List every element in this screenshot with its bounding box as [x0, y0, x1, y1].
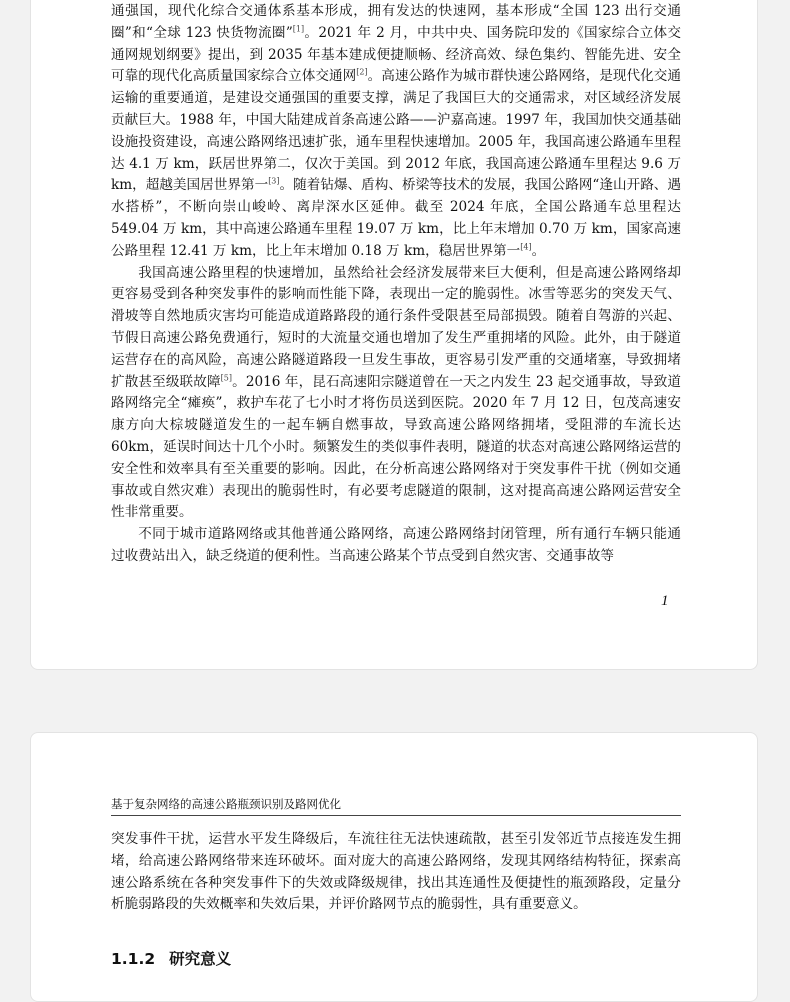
running-header: 基于复杂网络的高速公路瓶颈识别及路网优化: [111, 796, 681, 816]
page-1-body: [111, 1, 681, 568]
paragraph: [111, 829, 681, 916]
text-run: 突发事件干扰，运营水平发生降级后，车流往往无法快速疏散，甚至引发邻近节点接连发生拥堵，给高速公路网络带来连环破坏。面对庞大的高速公路网络，发现其网络结构特征，探索高速公路系统在各种突发事件下的失效或降级规律，找出其连通性及便捷性的瓶颈路段，定量分析脆弱路段的失效概率和失效后果，并评价路网节点的脆弱性，具有重要意义。: [111, 831, 681, 913]
text-run: 。随着钻爆、盾构、桥梁等技术的发展，我国公路网“逢山开路、遇水搭桥”，不断向崇山峻岭、离岸深水区延伸。截至 2024 年底，全国公路通车总里程达 549.04 万 km，其中高速公路通车里程 19.07 万 km，比上年末增加 0.70 万 km，国家高速公路里程 12.41 万 km，比上年末增加 0.18 万 km，稳居世界第一: [111, 177, 681, 259]
paragraph: [111, 524, 681, 568]
section-title: 研究意义: [169, 950, 232, 968]
text-run: 通强国，现代化综合交通体系基本形成，拥有发达的快速网，基本形成“全国 123 出行交通圈”和“全球 123 快货物流圈”: [111, 3, 681, 41]
text-run: 。高速公路作为城市群快速公路网络，是现代化交通运输的重要通道，是建设交通强国的重要支撑，满足了我国巨大的交通需求，对区域经济发展贡献巨大。1988 年，中国大陆建成首条高速公路——沪嘉高速。1997 年，我国加快交通基础设施投资建设，高速公路网络迅速扩张，通车里程快速增加。2005 年，我国高速公路通车里程达 4.1 万 km，跃居世界第二，仅次于美国。到 2012 年底，我国高速公路通车里程达 9.6 万 km，超越美国居世界第一: [111, 68, 682, 194]
citation-ref: [5]: [220, 373, 233, 383]
section-number: 1.1.2: [111, 950, 156, 968]
paragraph: [111, 263, 681, 525]
cropped-text-line: [111, 984, 681, 998]
page-2-body: [111, 829, 681, 916]
document-page-2: [30, 732, 758, 1002]
paragraph: [111, 1, 681, 263]
text-run: 。2016 年，昆石高速阳宗隧道曾在一天之内发生 23 起交通事故，导致道路网络完全“瘫痪”，救护车花了七小时才将伤员送到医院。2020 年 7 月 12 日，包茂高速安康方向大棕坡隧道发生的一起车辆自燃事故，导致高速公路网络拥堵，受阻滞的车流长达 60km，延误时间达十几个小时。频繁发生的类似事件表明，隧道的状态对高速公路网络运营的安全性和效率具有至关重要的影响。因此，在分析高速公路网络对于突发事件干扰（例如交通事故或自然灾难）表现出的脆弱性时，有必要考虑隧道的限制，这对提高高速公路网运营安全性非常重要。: [111, 373, 682, 521]
section-heading: [111, 947, 231, 969]
text-run: 我国高速公路里程的快速增加，虽然给社会经济发展带来巨大便利，但是高速公路网络却更容易受到各种突发事件的影响而性能下降，表现出一定的脆弱性。冰雪等恶劣的突发天气、滑坡等自然地质灾害均可能造成道路路段的通行条件受限甚至局部损毁。随着自驾游的兴起、节假日高速公路免费通行，短时的大流量交通也增加了发生严重拥堵的风险。此外，由于隧道运营存在的高风险，高速公路隧道路段一旦发生事故，更容易引发严重的交通堵塞，导致拥堵扩散甚至级联故障: [111, 264, 681, 390]
text-run: 。2021 年 2 月，中共中央、国务院印发的《国家综合立体交通网规划纲要》提出，到 2035 年基本建成便捷顺畅、经济高效、绿色集约、智能先进、安全可靠的现代化高质量国家综合立体交通网: [111, 24, 681, 85]
text-run: 不同于城市道路网络或其他普通公路网络，高速公路网络封闭管理，所有通行车辆只能通过收费站出入，缺乏绕道的便利性。当高速公路某个节点受到自然灾害、交通事故等: [111, 526, 681, 564]
document-page-1: [30, 0, 758, 670]
citation-ref: [4]: [520, 242, 532, 252]
text-run: 。: [531, 242, 546, 259]
citation-ref: [3]: [268, 176, 280, 186]
page-number: 1: [661, 593, 669, 609]
citation-ref: [1]: [292, 24, 305, 34]
citation-ref: [2]: [356, 67, 368, 77]
